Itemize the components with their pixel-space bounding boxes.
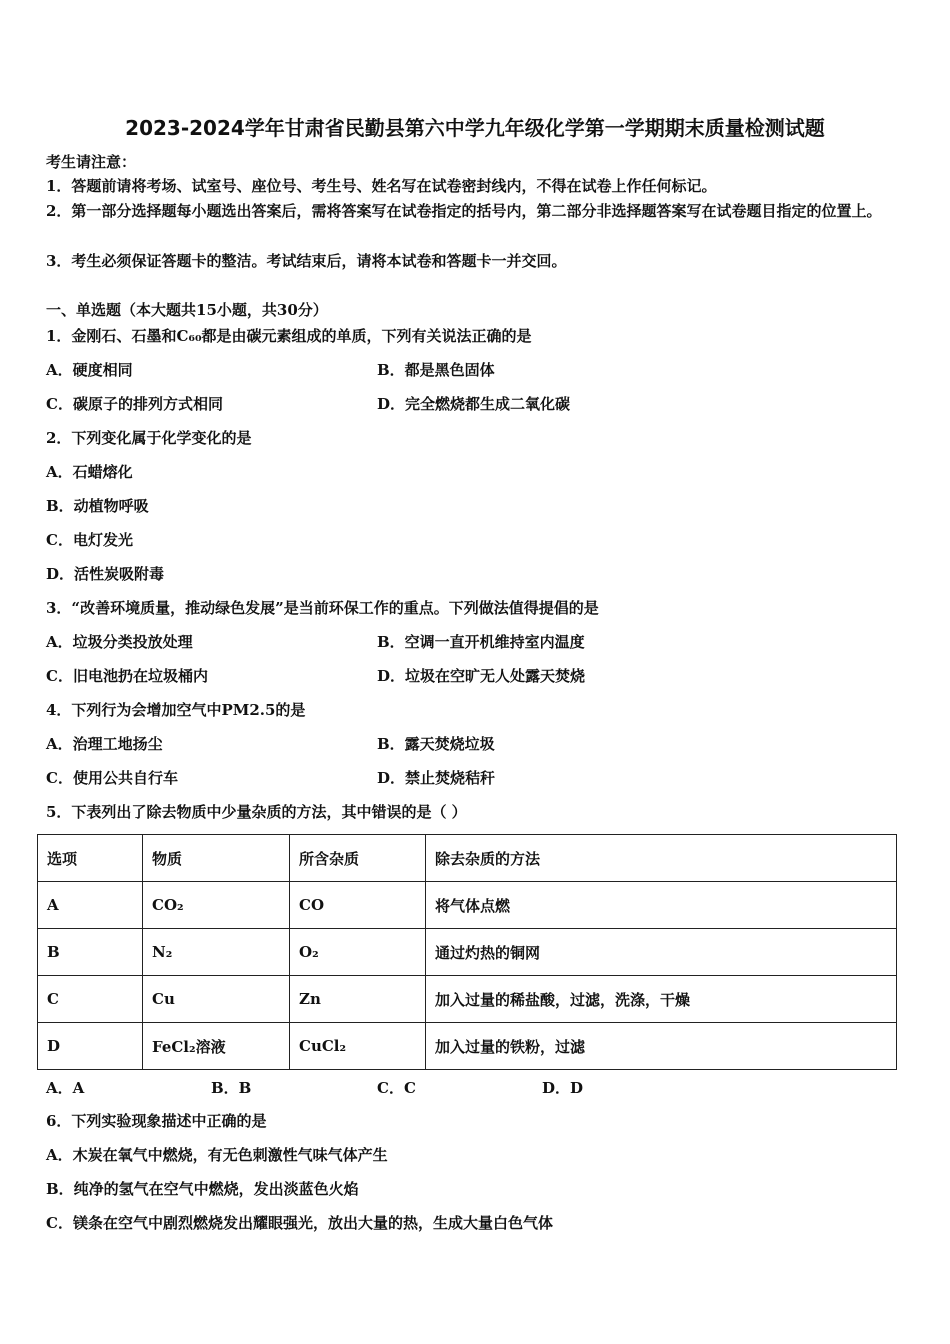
question-4-stem: 4．下列行为会增加空气中PM2.5的是 <box>46 701 306 719</box>
table-header-cell: 物质 <box>143 835 290 882</box>
question-6-option-c: C．镁条在空气中剧烈燃烧发出耀眼强光，放出大量的热，生成大量白色气体 <box>46 1214 553 1232</box>
question-5-option-b: B．B <box>211 1079 252 1097</box>
question-4-option-b: B．露天焚烧垃圾 <box>377 735 495 753</box>
table-header-cell: 选项 <box>38 835 143 882</box>
question-2-stem: 2．下列变化属于化学变化的是 <box>46 429 252 447</box>
question-1-option-a: A．硬度相同 <box>46 361 133 379</box>
table-row <box>38 1023 897 1070</box>
section-heading: 一、单选题（本大题共15小题，共30分） <box>46 301 328 319</box>
notice-heading: 考生请注意： <box>46 153 137 171</box>
question-5-option-a: A．A <box>46 1079 85 1097</box>
table-cell: A <box>38 882 143 929</box>
question-3-option-d: D．垃圾在空旷无人处露天焚烧 <box>377 667 586 685</box>
table-row <box>38 976 897 1023</box>
question-6-option-a: A．木炭在氧气中燃烧，有无色刺激性气味气体产生 <box>46 1146 388 1164</box>
table-cell: B <box>38 929 143 976</box>
table-cell: N₂ <box>143 929 290 976</box>
question-4-option-d: D．禁止焚烧秸秆 <box>377 769 496 787</box>
question-3-option-a: A．垃圾分类投放处理 <box>46 633 193 651</box>
question-2-option-b: B．动植物呼吸 <box>46 497 149 515</box>
question-3-stem: 3．“改善环境质量，推动绿色发展”是当前环保工作的重点。下列做法值得提倡的是 <box>46 599 599 617</box>
table-cell: CuCl₂ <box>290 1023 426 1070</box>
question-2-option-d: D．活性炭吸附毒 <box>46 565 165 583</box>
table-cell: FeCl₂溶液 <box>143 1023 290 1070</box>
question-4-option-a: A．治理工地扬尘 <box>46 735 163 753</box>
table-row <box>38 929 897 976</box>
notice-item-1: 1．答题前请将考场、试室号、座位号、考生号、姓名写在试卷密封线内，不得在试卷上作任何标记。 <box>46 177 717 195</box>
question-1-option-d: D．完全燃烧都生成二氧化碳 <box>377 395 571 413</box>
question-5-option-d: D．D <box>542 1079 584 1097</box>
table-cell: Cu <box>143 976 290 1023</box>
question-5-option-c: C．C <box>377 1079 416 1097</box>
table-cell: Zn <box>290 976 426 1023</box>
question-3-option-c: C．旧电池扔在垃圾桶内 <box>46 667 208 685</box>
table-header-cell: 所含杂质 <box>290 835 426 882</box>
table-cell: 加入过量的铁粉，过滤 <box>426 1023 897 1070</box>
question-3-option-b: B．空调一直开机维持室内温度 <box>377 633 585 651</box>
question-6-option-b: B．纯净的氢气在空气中燃烧，发出淡蓝色火焰 <box>46 1180 359 1198</box>
table-cell: C <box>38 976 143 1023</box>
question-2-option-a: A．石蜡熔化 <box>46 463 133 481</box>
question-6-stem: 6．下列实验现象描述中正确的是 <box>46 1112 267 1130</box>
table-cell: CO₂ <box>143 882 290 929</box>
table-cell: 加入过量的稀盐酸，过滤，洗涤，干燥 <box>426 976 897 1023</box>
question-5-stem: 5．下表列出了除去物质中少量杂质的方法，其中错误的是（ ） <box>46 803 467 821</box>
table-cell: CO <box>290 882 426 929</box>
table-cell: 将气体点燃 <box>426 882 897 929</box>
impurity-table <box>37 834 897 1070</box>
question-1-stem: 1．金刚石、石墨和C₆₀都是由碳元素组成的单质，下列有关说法正确的是 <box>46 327 532 345</box>
table-cell: D <box>38 1023 143 1070</box>
table-header-cell: 除去杂质的方法 <box>426 835 897 882</box>
question-1-option-b: B．都是黑色固体 <box>377 361 495 379</box>
question-2-option-c: C．电灯发光 <box>46 531 133 549</box>
table-row <box>38 882 897 929</box>
question-4-option-c: C．使用公共自行车 <box>46 769 178 787</box>
page-title: 2023-2024学年甘肃省民勤县第六中学九年级化学第一学期期末质量检测试题 <box>125 116 825 140</box>
table-header-row <box>38 835 897 882</box>
question-1-option-c: C．碳原子的排列方式相同 <box>46 395 223 413</box>
notice-item-2: 2．第一部分选择题每小题选出答案后，需将答案写在试卷指定的括号内，第二部分非选择题答案写在试卷题目指定的位置上。 <box>46 202 882 220</box>
table-cell: O₂ <box>290 929 426 976</box>
table-cell: 通过灼热的铜网 <box>426 929 897 976</box>
notice-item-3: 3．考生必须保证答题卡的整洁。考试结束后，请将本试卷和答题卡一并交回。 <box>46 252 567 270</box>
